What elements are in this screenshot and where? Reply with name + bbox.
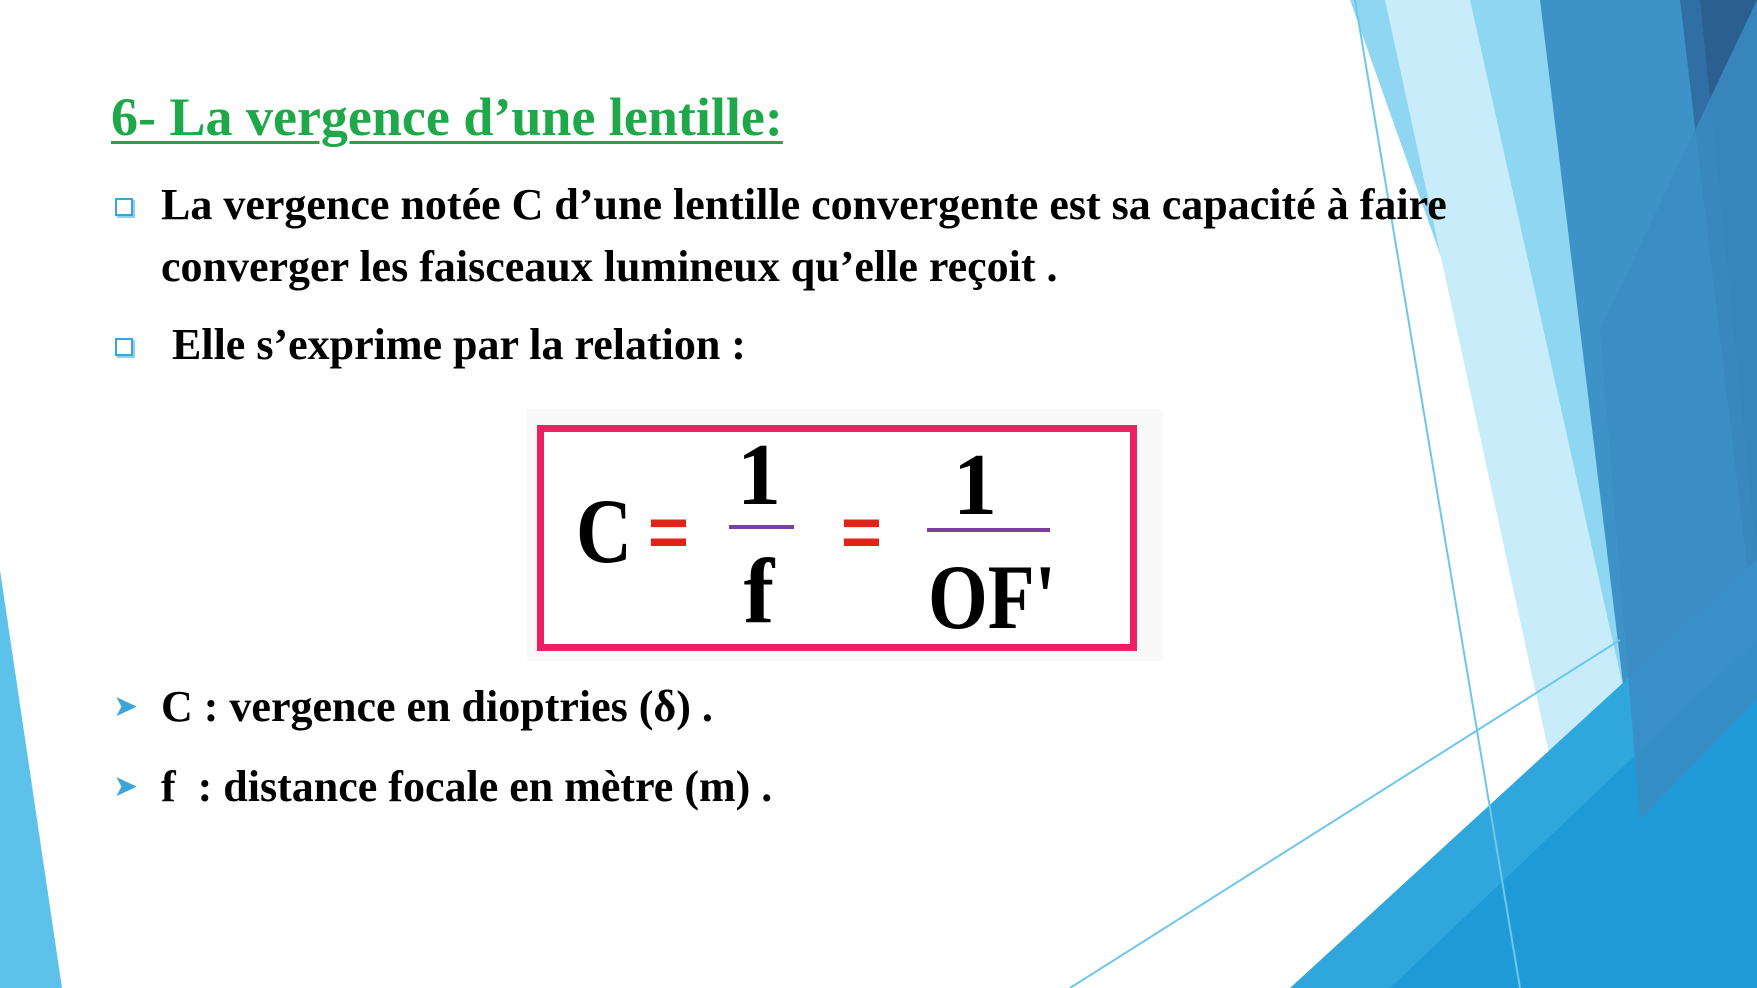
bullet-text: Elle s’exprime par la relation : — [161, 320, 746, 369]
bullet-item-definition — [111, 174, 1561, 298]
definition-text: f : distance focale en mètre (m) . — [161, 762, 773, 811]
formula-box — [537, 425, 1137, 651]
definition-item-vergence — [111, 676, 713, 738]
bullet-text: La vergence notée C d’une lentille convergente est sa capacité à faire converger les faisceaux lumineux qu’elle reçoit . — [161, 180, 1447, 291]
arrow-bullet-icon: ➤ — [113, 769, 139, 804]
bullet-item-relation — [111, 314, 746, 376]
fraction2-denominator: OF' — [928, 546, 1056, 644]
fraction1-denominator: f — [743, 540, 775, 642]
formula-equals-2: = — [841, 493, 882, 571]
formula-image — [527, 409, 1163, 661]
fraction1-numerator: 1 — [737, 432, 781, 524]
slide-title: 6- La vergence d’une lentille: — [111, 87, 783, 147]
fraction2-numerator: 1 — [953, 437, 997, 534]
formula-lhs: C — [576, 480, 632, 582]
definition-text: C : vergence en dioptries (δ) . — [161, 682, 713, 731]
arrow-bullet-icon: ➤ — [113, 689, 139, 724]
formula-equals-1: = — [648, 493, 689, 571]
definition-item-focal — [111, 756, 772, 818]
left-accent-shape — [0, 570, 62, 988]
